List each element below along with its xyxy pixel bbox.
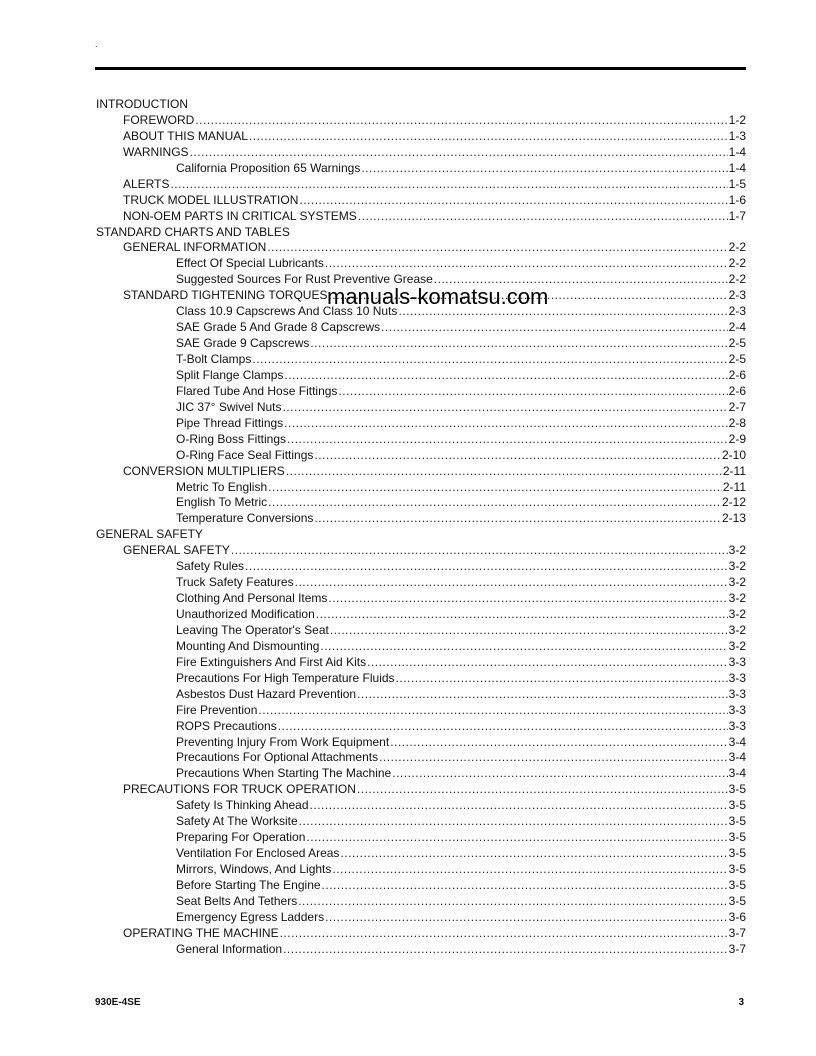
toc-entry-title: O-Ring Face Seal Fittings — [176, 447, 314, 462]
toc-entry[interactable] — [96, 671, 746, 687]
toc-entry-page: 1-4 — [728, 160, 746, 175]
toc-dot-leader — [268, 480, 722, 496]
toc-dot-leader — [379, 750, 728, 766]
toc-entry[interactable] — [96, 129, 746, 145]
toc-entry[interactable] — [96, 926, 746, 942]
toc-dot-leader — [358, 209, 728, 225]
toc-entry-page: 3-3 — [728, 670, 746, 685]
toc-dot-leader — [367, 655, 728, 671]
toc-entry[interactable] — [96, 336, 746, 352]
toc-dot-leader — [195, 113, 727, 129]
toc-entry[interactable] — [96, 113, 746, 129]
toc-entry-page: 2-6 — [728, 367, 746, 382]
toc-entry-page: 3-7 — [728, 925, 746, 940]
toc-entry-page: 3-5 — [728, 877, 746, 892]
toc-dot-leader — [231, 543, 728, 559]
toc-entry-title: CONVERSION MULTIPLIERS — [123, 463, 285, 478]
toc-entry-page: 3-5 — [728, 782, 746, 797]
toc-dot-leader — [267, 240, 727, 256]
toc-entry[interactable] — [96, 862, 746, 878]
toc-dot-leader — [278, 719, 728, 735]
toc-entry[interactable] — [96, 910, 746, 926]
toc-entry-title: Preparing For Operation — [176, 830, 306, 845]
toc-dot-leader — [392, 766, 727, 782]
toc-dot-leader — [361, 161, 727, 177]
toc-entry-title: Safety At The Worksite — [176, 814, 298, 829]
toc-dot-leader — [325, 256, 728, 272]
toc-entry-page: 2-13 — [721, 511, 746, 526]
toc-entry-title: Truck Safety Features — [176, 575, 294, 590]
toc-entry-title: Flared Tube And Hose Fittings — [176, 383, 338, 398]
toc-entry-title: OPERATING THE MACHINE — [123, 925, 279, 940]
toc-entry[interactable] — [96, 735, 746, 751]
toc-entry-page: 2-11 — [722, 463, 746, 478]
toc-entry-page: 3-4 — [728, 734, 746, 749]
toc-entry-page: 2-5 — [728, 352, 746, 366]
toc-entry[interactable] — [96, 607, 746, 623]
toc-entry[interactable] — [96, 432, 746, 448]
toc-entry-title: Precautions For Optional Attachments — [176, 750, 379, 765]
toc-entry-page: 2-12 — [721, 495, 746, 510]
toc-entry[interactable] — [96, 655, 746, 671]
toc-entry-page: 2-3 — [728, 288, 746, 303]
toc-entry[interactable] — [96, 830, 746, 846]
toc-entry-title: Asbestos Dust Hazard Prevention — [176, 686, 357, 701]
toc-entry-page: 3-2 — [728, 607, 746, 621]
toc-entry-page: 2-6 — [728, 383, 746, 398]
toc-entry[interactable] — [96, 448, 746, 464]
toc-entry-page: 3-2 — [728, 559, 746, 574]
toc-entry-title: GENERAL SAFETY — [123, 543, 230, 558]
toc-entry-title: T-Bolt Clamps — [176, 352, 252, 366]
toc-entry-title: ALERTS — [123, 176, 170, 191]
toc-dot-leader — [381, 320, 728, 336]
toc-entry-page: 3-2 — [728, 591, 746, 606]
toc-entry[interactable] — [96, 575, 746, 591]
toc-entry[interactable] — [96, 559, 746, 575]
toc-dot-leader — [396, 671, 728, 687]
toc-entry[interactable] — [96, 240, 746, 256]
toc-entry[interactable] — [96, 464, 746, 480]
toc-dot-leader — [170, 177, 727, 193]
toc-entry-title: Precautions When Starting The Machine — [176, 766, 392, 781]
toc-entry[interactable] — [96, 814, 746, 830]
toc-entry-page: 3-6 — [728, 909, 746, 924]
toc-entry-page: 2-11 — [722, 479, 746, 494]
toc-entry[interactable] — [96, 161, 746, 177]
toc-entry-title: Safety Rules — [176, 559, 245, 574]
toc-dot-leader — [314, 511, 721, 527]
toc-entry-page: 3-5 — [728, 814, 746, 829]
toc-entry-title: Suggested Sources For Rust Preventive Grease — [176, 272, 433, 287]
toc-dot-leader — [249, 129, 728, 145]
toc-entry[interactable] — [96, 798, 746, 814]
toc-dot-leader — [283, 942, 728, 958]
toc-entry-page: 3-7 — [728, 941, 746, 956]
toc-entry-page: 3-4 — [728, 750, 746, 765]
toc-entry-title: Leaving The Operator's Seat — [176, 622, 329, 637]
toc-dot-leader — [295, 575, 728, 591]
toc-dot-leader — [284, 368, 727, 384]
toc-dot-leader — [268, 495, 721, 511]
toc-entry[interactable] — [96, 543, 746, 559]
toc-entry-title: Safety Is Thinking Ahead — [176, 798, 309, 813]
toc-entry-title: Before Starting The Engine — [176, 877, 321, 892]
toc-entry-page: 2-9 — [728, 431, 746, 446]
toc-entry-title: STANDARD CHARTS AND TABLES — [96, 224, 290, 239]
header-mark: . — [95, 39, 98, 49]
toc-entry-title: SAE Grade 5 And Grade 8 Capscrews — [176, 320, 381, 335]
toc-entry-page: 2-5 — [728, 336, 746, 351]
toc-entry-title: WARNINGS — [123, 144, 189, 159]
toc-entry[interactable] — [96, 591, 746, 607]
toc-entry-title: Fire Prevention — [176, 702, 258, 717]
toc-dot-leader — [320, 639, 727, 655]
toc-entry-title: ABOUT THIS MANUAL — [123, 128, 248, 143]
toc-dot-leader — [299, 814, 728, 830]
toc-entry[interactable] — [96, 766, 746, 782]
watermark: manuals-komatsu.com — [327, 284, 549, 309]
toc-dot-leader — [332, 862, 727, 878]
toc-dot-leader — [325, 910, 728, 926]
toc-dot-leader — [310, 336, 727, 352]
footer-page-number: 3 — [738, 997, 744, 1008]
toc-dot-leader — [328, 591, 727, 607]
toc-entry-page: 3-5 — [728, 798, 746, 813]
toc-entry-title: Split Flange Clamps — [176, 367, 284, 382]
toc-entry-page: 3-5 — [728, 830, 746, 845]
toc-dot-leader — [340, 846, 727, 862]
toc-entry-title: ROPS Precautions — [176, 718, 277, 733]
toc-dot-leader — [252, 352, 727, 368]
toc-entry-title: Seat Belts And Tethers — [176, 893, 298, 908]
toc-entry-page: 3-2 — [728, 638, 746, 653]
toc-dot-leader — [299, 193, 727, 209]
toc-entry[interactable] — [96, 225, 746, 241]
toc-entry[interactable] — [96, 894, 746, 910]
toc-entry[interactable] — [96, 719, 746, 735]
toc-entry-page: 3-4 — [728, 766, 746, 781]
toc-entry[interactable] — [96, 480, 746, 496]
toc-entry-title: INTRODUCTION — [96, 97, 188, 111]
toc-entry-title: NON-OEM PARTS IN CRITICAL SYSTEMS — [123, 208, 357, 223]
toc-entry-page: 2-2 — [728, 240, 746, 255]
toc-entry-title: JIC 37° Swivel Nuts — [176, 399, 282, 414]
toc-entry[interactable] — [96, 416, 746, 432]
toc-entry-page: 3-5 — [728, 862, 746, 876]
toc-entry-title: Mirrors, Windows, And Lights — [176, 862, 332, 876]
toc-dot-leader — [310, 798, 728, 814]
toc-entry-title: Effect Of Special Lubricants — [176, 256, 324, 271]
toc-dot-leader — [286, 464, 722, 480]
toc-entry-title: Preventing Injury From Work Equipment — [176, 734, 390, 749]
toc-entry[interactable] — [96, 782, 746, 798]
toc-entry-page: 1-4 — [728, 144, 746, 159]
toc-dot-leader — [284, 416, 727, 432]
toc-entry-page: 2-2 — [728, 272, 746, 287]
toc-entry-page: 2-4 — [728, 320, 746, 335]
toc-entry-title: Class 10.9 Capscrews And Class 10 Nuts — [176, 304, 398, 319]
toc-entry-title: O-Ring Boss Fittings — [176, 431, 287, 446]
toc-entry-page: 1-6 — [728, 192, 746, 207]
toc-entry-page: 1-2 — [728, 112, 746, 127]
toc-dot-leader — [306, 830, 727, 846]
toc-dot-leader — [316, 607, 728, 623]
table-of-contents — [96, 97, 746, 958]
toc-dot-leader — [390, 735, 727, 751]
toc-entry-title: English To Metric — [176, 495, 268, 510]
toc-dot-leader — [357, 782, 728, 798]
toc-entry[interactable] — [96, 687, 746, 703]
toc-entry[interactable] — [96, 639, 746, 655]
toc-entry-title: STANDARD TIGHTENING TORQUES — [123, 288, 328, 303]
toc-dot-leader — [298, 894, 727, 910]
toc-entry[interactable] — [96, 368, 746, 384]
toc-entry[interactable] — [96, 495, 746, 511]
toc-entry-page: 3-3 — [728, 654, 746, 669]
toc-entry-page: 3-2 — [728, 575, 746, 590]
toc-entry-page: 2-7 — [728, 399, 746, 414]
toc-entry-page: 1-3 — [728, 128, 746, 143]
toc-entry-title: TRUCK MODEL ILLUSTRATION — [123, 192, 299, 207]
toc-entry-page: 3-2 — [728, 543, 746, 558]
toc-entry-title: GENERAL SAFETY — [96, 527, 203, 542]
toc-dot-leader — [322, 878, 728, 894]
toc-entry[interactable] — [96, 256, 746, 272]
toc-entry-title: Mounting And Dismounting — [176, 638, 320, 653]
toc-dot-leader — [280, 926, 728, 942]
toc-entry-title: Pipe Thread Fittings — [176, 415, 284, 430]
toc-dot-leader — [314, 448, 721, 464]
toc-entry[interactable] — [96, 623, 746, 639]
toc-entry-title: Metric To English — [176, 479, 268, 494]
header-rule — [95, 67, 746, 70]
toc-entry-title: Clothing And Personal Items — [176, 591, 328, 606]
toc-entry-title: Ventilation For Enclosed Areas — [176, 846, 340, 861]
toc-entry[interactable] — [96, 320, 746, 336]
footer-model: 930E-4SE — [95, 997, 141, 1008]
toc-entry-page: 1-5 — [728, 176, 746, 191]
toc-entry-page: 3-2 — [728, 622, 746, 637]
toc-entry[interactable] — [96, 145, 746, 161]
toc-entry-title: Precautions For High Temperature Fluids — [176, 670, 395, 685]
toc-entry[interactable] — [96, 209, 746, 225]
toc-entry-title: Fire Extinguishers And First Aid Kits — [176, 654, 367, 669]
toc-entry-title: General Information — [176, 941, 283, 956]
toc-dot-leader — [338, 384, 727, 400]
toc-dot-leader — [258, 703, 727, 719]
toc-entry[interactable] — [96, 511, 746, 527]
toc-dot-leader — [357, 687, 728, 703]
toc-entry-title: FOREWORD — [123, 112, 195, 127]
toc-entry-page: 3-3 — [728, 718, 746, 733]
toc-entry-title: Temperature Conversions — [176, 511, 314, 526]
toc-entry[interactable] — [96, 703, 746, 719]
toc-entry-title: PRECAUTIONS FOR TRUCK OPERATION — [123, 782, 356, 797]
toc-dot-leader — [190, 145, 728, 161]
toc-entry-page: 2-3 — [728, 304, 746, 319]
toc-entry[interactable] — [96, 400, 746, 416]
toc-entry-page: 3-3 — [728, 702, 746, 717]
toc-entry[interactable] — [96, 97, 746, 113]
toc-entry[interactable] — [96, 384, 746, 400]
toc-entry[interactable] — [96, 193, 746, 209]
toc-entry-title: SAE Grade 9 Capscrews — [176, 336, 310, 351]
toc-dot-leader — [283, 400, 728, 416]
toc-entry[interactable] — [96, 846, 746, 862]
toc-entry-page: 2-2 — [728, 256, 746, 271]
toc-entry[interactable] — [96, 750, 746, 766]
toc-entry-title: GENERAL INFORMATION — [123, 240, 267, 255]
toc-entry-title: Unauthorized Modification — [176, 607, 315, 621]
toc-dot-leader — [330, 623, 728, 639]
toc-dot-leader — [287, 432, 728, 448]
toc-entry-page: 3-3 — [728, 686, 746, 701]
toc-entry[interactable] — [96, 527, 746, 543]
toc-entry[interactable] — [96, 352, 746, 368]
toc-entry-page: 3-5 — [728, 846, 746, 861]
toc-entry-page: 2-10 — [721, 447, 746, 462]
toc-entry-title: California Proposition 65 Warnings — [176, 160, 361, 175]
toc-entry[interactable] — [96, 878, 746, 894]
toc-entry[interactable] — [96, 942, 746, 958]
toc-entry-page: 1-7 — [728, 208, 746, 223]
toc-entry[interactable] — [96, 177, 746, 193]
toc-entry-title: Emergency Egress Ladders — [176, 909, 325, 924]
toc-dot-leader — [245, 559, 728, 575]
toc-entry-page: 3-5 — [728, 893, 746, 908]
toc-entry-page: 2-8 — [728, 415, 746, 430]
